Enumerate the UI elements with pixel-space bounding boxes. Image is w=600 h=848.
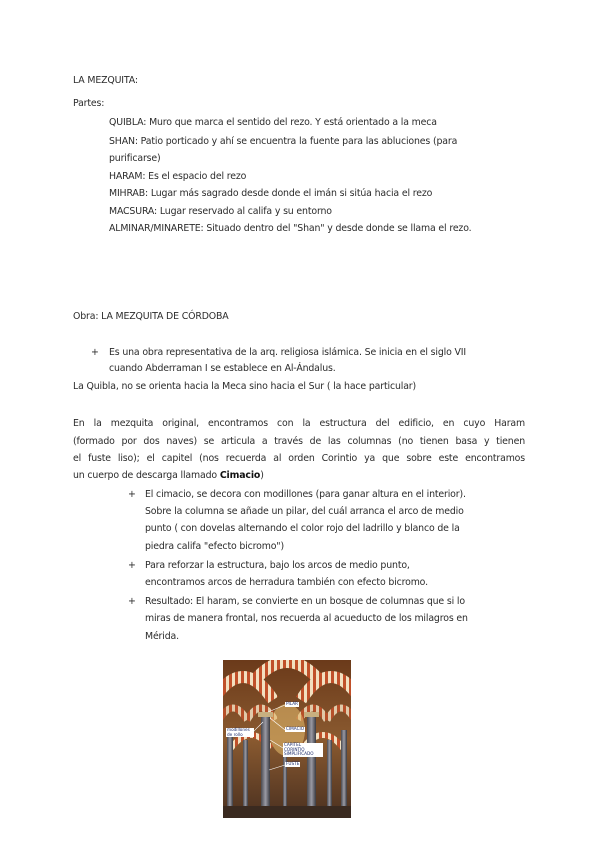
part-haram: HARAM: Es el espacio del rezo: [109, 171, 247, 182]
paragraph-line1: En la mezquita original, encontramos con la estructura del edificio, en cuyo Haram: [73, 418, 525, 429]
part-alminar: ALMINAR/MINARETE: Situado dentro del "Shan" y desde donde se llama el rezo.: [109, 223, 472, 234]
bullet-marker: +: [128, 560, 136, 571]
sub1-line1: El cimacio, se decora con modillones (para ganar altura en el interior).: [145, 489, 466, 500]
mezquita-photo-image: [223, 660, 351, 818]
paragraph-line3: el fuste liso); el capitel (nos recuerda al orden Corintio ya que sobre este encontramos: [73, 453, 525, 464]
sub2-line1: Para reforzar la estructura, bajo los arcos de medio punto,: [145, 560, 410, 571]
sub3-line3: Mérida.: [145, 631, 179, 642]
photo-label-capitel: CAPITEL CORINTIO SIMPLIFICADO: [283, 743, 323, 757]
bullet-marker: +: [91, 347, 99, 358]
part-macsura: MACSURA: Lugar reservado al califa y su entorno: [109, 206, 332, 217]
sub3-line1: Resultado: El haram, se convierte en un bosque de columnas que si lo: [145, 596, 465, 607]
part-mihrab: MIHRAB: Lugar más sagrado desde donde el imán si sitúa hacia el rezo: [109, 188, 433, 199]
bullet-marker: +: [128, 489, 136, 500]
obra-heading: Obra: LA MEZQUITA DE CÓRDOBA: [73, 311, 229, 322]
bullet-marker: +: [128, 596, 136, 607]
photo-label-pilar: PILAR: [286, 701, 298, 706]
cimacio-term: Cimacio: [219, 470, 261, 481]
sub2-line2: encontramos arcos de herradura también con efecto bicromo.: [145, 577, 428, 588]
sub1-line3: punto ( con dovelas alternando el color rojo del ladrillo y blanco de la: [145, 523, 460, 534]
mezquita-photo: [223, 660, 351, 818]
document-title: LA MEZQUITA:: [73, 75, 138, 86]
part-shan-cont: purificarse): [109, 153, 161, 164]
part-shan: SHAN: Patio porticado y ahí se encuentra la fuente para las abluciones (para: [109, 136, 458, 147]
paragraph-line4-end: ): [260, 470, 264, 481]
sub1-line4: piedra califa "efecto bicromo"): [145, 541, 284, 552]
paragraph-line4-text: un cuerpo de descarga llamado: [73, 470, 220, 481]
photo-label-fuste: FUSTE: [286, 761, 300, 766]
part-quibla: QUIBLA: Muro que marca el sentido del rezo. Y está orientado a la meca: [109, 117, 437, 128]
quibla-note: La Quibla, no se orienta hacia la Meca sino hacia el Sur ( la hace particular): [73, 381, 417, 392]
photo-label-modillones: modillones de rollo: [226, 728, 254, 737]
sub3-line2: miras de manera frontal, nos recuerda al acueducto de los milagros en: [145, 613, 468, 624]
sub1-line2: Sobre la columna se añade un pilar, del cuál arranca el arco de medio: [145, 506, 464, 517]
bullet1-line2: cuando Abderraman I se establece en Al-Ándalus.: [109, 363, 336, 374]
photo-label-cimacio: CIMACIO: [286, 726, 305, 731]
paragraph-line4: [73, 469, 264, 482]
bullet1-line1: Es una obra representativa de la arq. religiosa islámica. Se inicia en el siglo VII: [109, 347, 466, 358]
paragraph-line2: (formado por dos naves) se articula a través de las columnas (no tienen basa y tienen: [73, 436, 525, 447]
parts-heading: Partes:: [73, 98, 105, 109]
